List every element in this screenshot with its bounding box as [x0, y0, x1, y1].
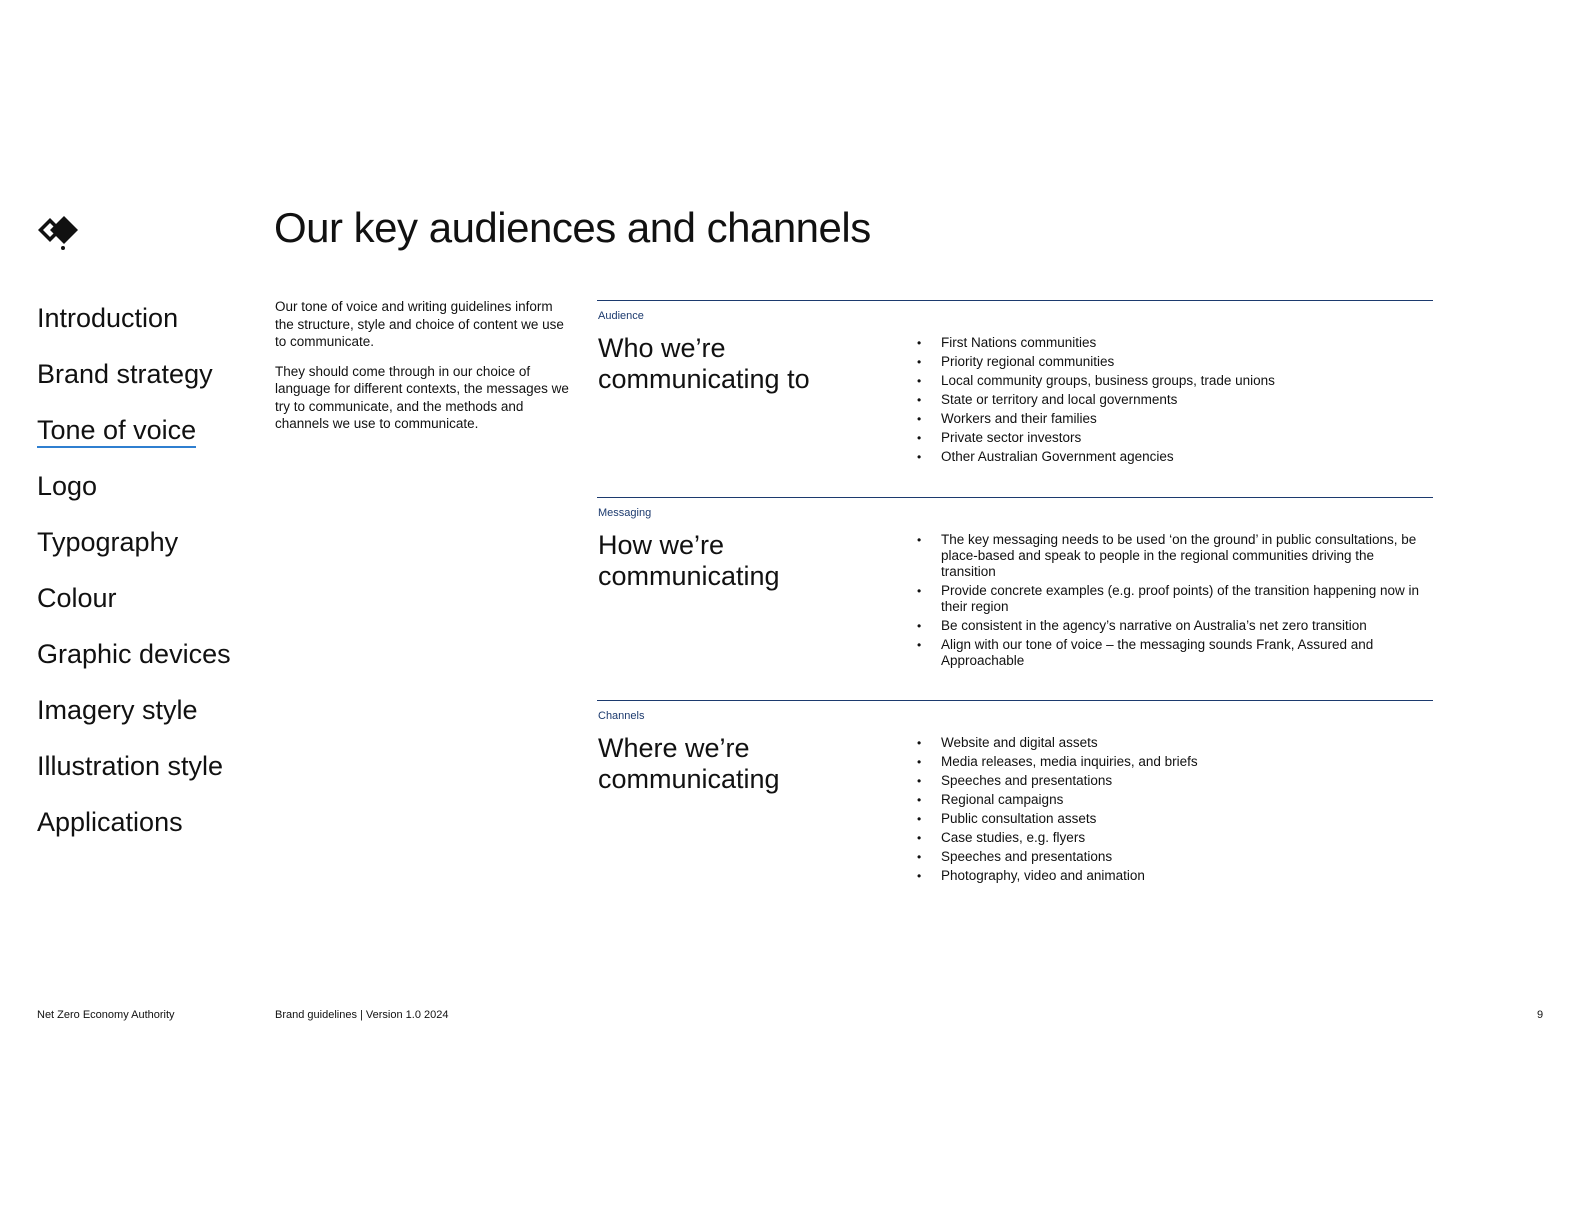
nav-item-graphic-devices[interactable] [37, 626, 231, 682]
list-item: • Other Australian Government agencies [941, 449, 1275, 465]
list-item: • Be consistent in the agency’s narrative on Australia’s net zero transition [941, 618, 1421, 634]
nav-item-tone-of-voice[interactable] [37, 402, 231, 458]
list-item: • Case studies, e.g. flyers [941, 830, 1198, 846]
section-heading: How we’re communicating [598, 530, 780, 591]
nav-item-label: Illustration style [37, 751, 224, 781]
bullet-list [917, 335, 1275, 468]
list-item: • Regional campaigns [941, 792, 1198, 808]
nav-item-label: Tone of voice [37, 415, 196, 448]
nav-item-label: Logo [37, 471, 98, 501]
nav-item-typography[interactable] [37, 514, 231, 570]
nav-item-applications[interactable] [37, 794, 231, 850]
nav-item-label: Graphic devices [37, 639, 231, 669]
nav-item-label: Typography [37, 527, 179, 557]
bullet-list [917, 532, 1421, 672]
nav-item-label: Brand strategy [37, 359, 213, 389]
nav-item-label: Colour [37, 583, 117, 613]
nav-item-introduction[interactable] [37, 290, 231, 346]
footer-document-version: Brand guidelines | Version 1.0 2024 [275, 1009, 449, 1021]
bullet-list [917, 735, 1198, 887]
list-item: • Priority regional communities [941, 354, 1275, 370]
section-channels [597, 700, 1433, 901]
section-label: Audience [598, 310, 644, 322]
list-item: • Align with our tone of voice – the messaging sounds Frank, Assured and Approachable [941, 637, 1421, 669]
list-item: • Local community groups, business groups, trade unions [941, 373, 1275, 389]
list-item: • Public consultation assets [941, 811, 1198, 827]
nav-item-brand-strategy[interactable] [37, 346, 231, 402]
nav-item-label: Applications [37, 807, 183, 837]
list-item: • Private sector investors [941, 430, 1275, 446]
list-item: • Media releases, media inquiries, and briefs [941, 754, 1198, 770]
section-heading: Where we’re communicating [598, 733, 780, 794]
intro-paragraph: They should come through in our choice of language for different contexts, the messages we try to communicate, and the methods and channels we use to communicate. [275, 363, 569, 431]
nav-item-imagery-style[interactable] [37, 682, 231, 738]
list-item: • Speeches and presentations [941, 773, 1198, 789]
diamond-logo-icon [36, 212, 80, 252]
nav-item-colour[interactable] [37, 570, 231, 626]
section-label: Channels [598, 710, 645, 722]
page-number: 9 [1537, 1009, 1544, 1021]
list-item: • Workers and their families [941, 411, 1275, 427]
list-item: • State or territory and local governments [941, 392, 1275, 408]
list-item: • First Nations communities [941, 335, 1275, 351]
section-heading: Who we’re communicating to [598, 333, 810, 394]
nav-item-label: Introduction [37, 303, 179, 333]
section-label: Messaging [598, 507, 652, 519]
nav-item-logo[interactable] [37, 458, 231, 514]
nav-item-illustration-style[interactable] [37, 738, 231, 794]
intro-text [275, 298, 571, 445]
list-item: • Website and digital assets [941, 735, 1198, 751]
list-item: • Photography, video and animation [941, 868, 1198, 884]
side-navigation [37, 290, 231, 850]
footer-organisation: Net Zero Economy Authority [37, 1009, 175, 1021]
page-title: Our key audiences and channels [274, 204, 871, 251]
section-messaging [597, 497, 1433, 700]
section-audience [597, 300, 1433, 497]
list-item: • The key messaging needs to be used ‘on the ground’ in public consultations, be place-based and speak to people in the regional communities driving the transition [941, 532, 1421, 580]
intro-paragraph: Our tone of voice and writing guidelines inform the structure, style and choice of content we use to communicate. [275, 299, 564, 349]
nav-item-label: Imagery style [37, 695, 198, 725]
list-item: • Provide concrete examples (e.g. proof points) of the transition happening now in their region [941, 583, 1421, 615]
list-item: • Speeches and presentations [941, 849, 1198, 865]
